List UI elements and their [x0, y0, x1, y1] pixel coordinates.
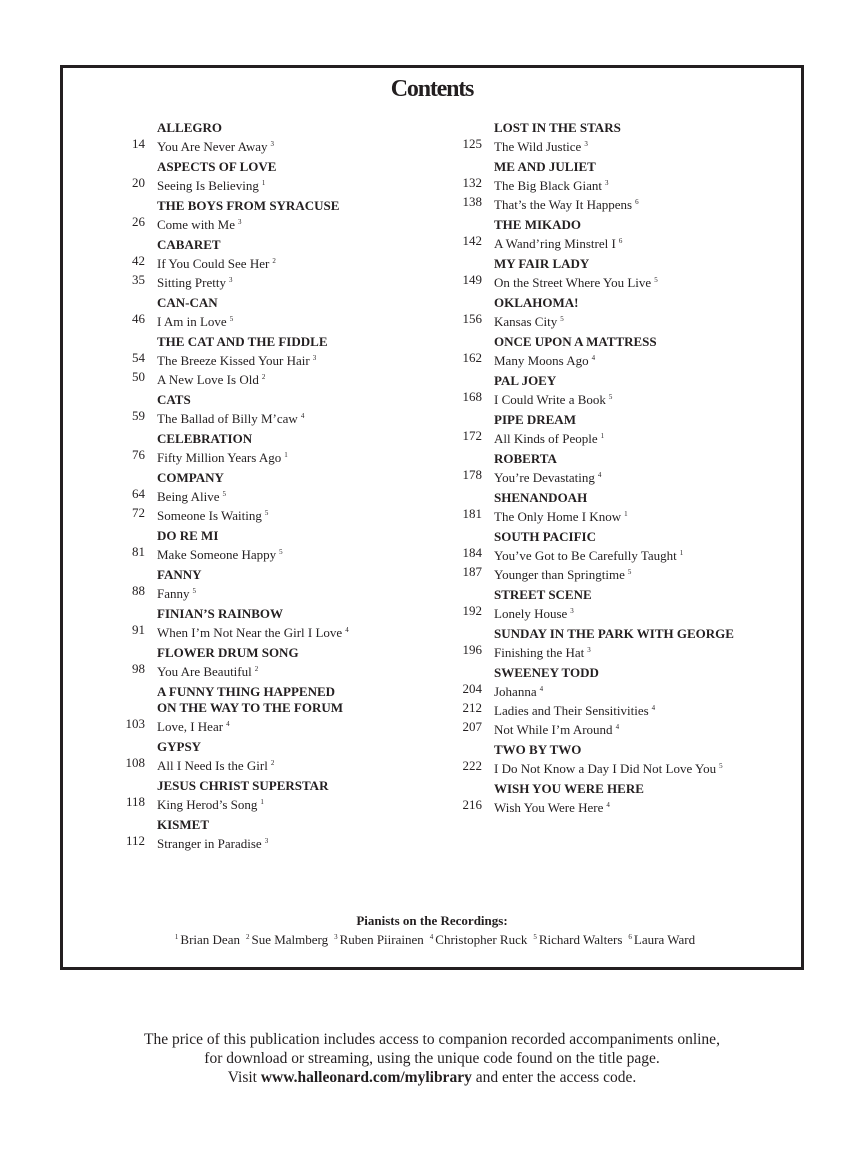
show-entry [452, 217, 792, 252]
song-title-text: The Ballad of Billy M’caw [157, 411, 298, 426]
song-row[interactable] [452, 467, 792, 486]
show-title: TWO BY TWO [494, 742, 582, 757]
pianist-marker: 5 [719, 762, 723, 770]
song-title-text: Make Someone Happy [157, 547, 277, 562]
song-title-text: The Breeze Kissed Your Hair [157, 353, 310, 368]
song-title-text: Finishing the Hat [494, 645, 585, 660]
show-entry [115, 645, 435, 680]
song-title [482, 194, 639, 213]
song-title [145, 544, 283, 563]
page-number: 112 [125, 833, 145, 848]
show-title: KISMET [157, 817, 210, 832]
song-row[interactable] [452, 700, 792, 719]
show-title: DO RE MI [157, 528, 219, 543]
show-entry [452, 334, 792, 369]
pianist-marker: 1 [260, 798, 264, 806]
song-row[interactable] [452, 642, 792, 661]
show-title: ASPECTS OF LOVE [157, 159, 277, 174]
song-row[interactable] [115, 369, 435, 388]
show-entry [115, 159, 435, 194]
pianist-number: 1 [174, 933, 179, 941]
show-entry [115, 120, 435, 155]
pianist-marker: 1 [261, 179, 266, 187]
song-title-text: All Kinds of People [494, 431, 598, 446]
song-row[interactable] [115, 311, 435, 330]
pianist-marker: 4 [300, 412, 305, 420]
song-row[interactable] [452, 428, 792, 447]
library-url-link[interactable]: www.halleonard.com/mylibrary [260, 1069, 472, 1086]
pianist-marker: 2 [261, 373, 266, 381]
song-title [145, 214, 242, 233]
pianist-number: 5 [533, 933, 537, 941]
pianist-marker: 3 [238, 218, 242, 226]
song-row[interactable] [452, 506, 792, 525]
show-entry [115, 778, 435, 813]
pianist-marker: 4 [606, 801, 610, 809]
song-title-text: Not While I’m Around [494, 722, 613, 737]
pianist-marker: 1 [284, 451, 288, 459]
pianist-marker: 3 [587, 646, 591, 654]
page-number: 59 [132, 408, 145, 423]
page-number: 108 [125, 755, 145, 770]
song-title [482, 233, 622, 252]
show-title: PAL JOEY [494, 373, 557, 388]
song-title-text: Come with Me [157, 217, 235, 232]
song-title [482, 758, 723, 777]
pianist-marker: 1 [624, 510, 628, 518]
page-number: 103 [125, 716, 145, 731]
show-title: SWEENEY TODD [494, 665, 599, 680]
page-number: 54 [132, 350, 145, 365]
song-title [145, 408, 304, 427]
song-title-text: The Only Home I Know [494, 509, 622, 524]
song-row[interactable] [115, 794, 435, 813]
show-title: FINIAN’S RAINBOW [157, 606, 284, 621]
show-entry [115, 470, 435, 524]
show-title: CAN-CAN [157, 295, 218, 310]
pianist-name: Laura Ward [633, 932, 696, 947]
show-title: THE MIKADO [494, 217, 582, 232]
pianist-marker: 5 [608, 393, 613, 401]
song-row[interactable] [452, 603, 792, 622]
show-entry [452, 742, 792, 777]
song-title [145, 833, 268, 852]
show-entry [452, 529, 792, 583]
song-title [482, 428, 604, 447]
song-row[interactable] [115, 408, 435, 427]
song-title [482, 175, 608, 194]
show-title: WISH YOU WERE HERE [494, 781, 644, 796]
song-row[interactable] [115, 583, 435, 602]
footer-line-2: for download or streaming, using the unique code found on the title page. [204, 1050, 660, 1067]
page-number: 168 [462, 389, 482, 404]
song-title [145, 505, 268, 524]
song-row[interactable] [452, 681, 792, 700]
show-title: CABARET [157, 237, 221, 252]
pianist-marker: 3 [270, 140, 274, 148]
pianists-credits [63, 912, 801, 948]
song-title [482, 506, 628, 525]
song-row[interactable] [452, 389, 792, 408]
song-title [145, 311, 233, 330]
song-title [145, 583, 196, 602]
page-number: 20 [132, 175, 145, 190]
page-number: 142 [462, 233, 482, 248]
song-title [482, 564, 631, 583]
song-row[interactable] [452, 136, 792, 155]
page-number: 216 [462, 797, 482, 812]
song-title-text: You’ve Got to Be Carefully Taught [494, 548, 677, 563]
song-title [482, 681, 543, 700]
pianist-number: 4 [429, 933, 434, 941]
page-number: 91 [132, 622, 145, 637]
song-title [145, 716, 230, 735]
pianist-marker: 3 [228, 276, 233, 284]
footer-line-3 [0, 1068, 864, 1087]
show-entry [115, 567, 435, 602]
song-row[interactable] [452, 272, 792, 291]
page-number: 14 [132, 136, 145, 151]
pianist-marker: 5 [192, 587, 196, 595]
show-entry [452, 373, 792, 408]
song-title-text: That’s the Way It Happens [494, 197, 633, 212]
song-title [482, 797, 610, 816]
song-title-text: Love, I Hear [157, 719, 224, 734]
song-title [482, 136, 588, 155]
page-number: 35 [132, 272, 145, 287]
show-title: ME AND JULIET [494, 159, 596, 174]
show-title: CATS [157, 392, 191, 407]
pianist-marker: 3 [312, 354, 317, 362]
song-title [145, 661, 258, 680]
song-row[interactable] [452, 545, 792, 564]
page-number: 187 [462, 564, 482, 579]
page-number: 156 [462, 311, 482, 326]
show-entry [115, 334, 435, 388]
show-entry [452, 665, 792, 738]
page-number: 204 [462, 681, 482, 696]
song-title [145, 272, 232, 291]
show-title: SOUTH PACIFIC [494, 529, 596, 544]
footer-note [0, 1030, 864, 1087]
page-number: 162 [462, 350, 482, 365]
song-title-text: Wish You Were Here [494, 800, 604, 815]
song-row[interactable] [115, 716, 435, 735]
song-title-text: Johanna [494, 684, 537, 699]
song-row[interactable] [115, 175, 435, 194]
show-title: A FUNNY THING HAPPENED [157, 684, 336, 699]
show-title: LOST IN THE STARS [494, 120, 621, 135]
song-title-text: A New Love Is Old [157, 372, 259, 387]
pianist-marker: 2 [270, 759, 275, 767]
song-row[interactable] [452, 719, 792, 738]
song-title [145, 486, 226, 505]
pianist-name: Christopher Ruck [435, 932, 528, 947]
pianist-marker: 3 [604, 179, 609, 187]
pianist-name: Brian Dean [180, 932, 240, 947]
pianist-marker: 3 [570, 607, 574, 615]
pianist-marker: 5 [560, 315, 564, 323]
song-row[interactable] [115, 505, 435, 524]
song-title-text: You’re Devastating [494, 470, 595, 485]
pianist-marker: 6 [618, 237, 623, 245]
song-row[interactable] [115, 272, 435, 291]
song-row[interactable] [115, 214, 435, 233]
pianist-marker: 1 [679, 549, 684, 557]
pianist-number: 3 [334, 933, 338, 941]
pianist-marker: 5 [627, 568, 632, 576]
show-title: ROBERTA [494, 451, 557, 466]
song-title [482, 389, 612, 408]
song-row[interactable] [115, 486, 435, 505]
page-number: 212 [462, 700, 482, 715]
show-entry [452, 295, 792, 330]
show-title: GYPSY [157, 739, 202, 754]
song-title-text: You Are Beautiful [157, 664, 252, 679]
page-number: 88 [132, 583, 145, 598]
song-title-text: Being Alive [157, 489, 220, 504]
song-row[interactable] [452, 350, 792, 369]
song-title-text: The Big Black Giant [494, 178, 602, 193]
show-title: STREET SCENE [494, 587, 592, 602]
pianist-marker: 5 [264, 509, 269, 517]
contents-column-right [452, 120, 792, 820]
pianist-marker: 4 [539, 685, 544, 693]
song-row[interactable] [452, 564, 792, 583]
show-title: ON THE WAY TO THE FORUM [157, 700, 344, 715]
song-row[interactable] [452, 311, 792, 330]
song-title-text: Someone Is Waiting [157, 508, 262, 523]
pianist-marker: 3 [264, 837, 269, 845]
show-entry [452, 120, 792, 155]
show-entry [452, 490, 792, 525]
song-title-text: Many Moons Ago [494, 353, 589, 368]
show-entry [452, 256, 792, 291]
page-number: 76 [132, 447, 145, 462]
show-entry [115, 606, 435, 641]
song-title [145, 136, 274, 155]
song-title [482, 467, 601, 486]
show-entry [115, 817, 435, 852]
song-title-text: I Am in Love [157, 314, 227, 329]
page-number: 184 [462, 545, 482, 560]
show-title: SHENANDOAH [494, 490, 588, 505]
page-number: 149 [462, 272, 482, 287]
song-row[interactable] [115, 622, 435, 641]
show-entry [452, 781, 792, 816]
song-title [482, 350, 595, 369]
song-title [145, 755, 274, 774]
song-row[interactable] [452, 194, 792, 213]
page-number: 118 [125, 794, 145, 809]
song-title [482, 642, 591, 661]
page-number: 207 [462, 719, 482, 734]
show-title: COMPANY [157, 470, 224, 485]
song-title-text: Fanny [157, 586, 190, 601]
show-entry [115, 392, 435, 427]
song-row[interactable] [452, 233, 792, 252]
song-row[interactable] [115, 136, 435, 155]
song-title [145, 794, 264, 813]
song-title-text: Kansas City [494, 314, 558, 329]
show-entry [115, 295, 435, 330]
pianist-marker: 4 [591, 354, 596, 362]
page-number: 222 [462, 758, 482, 773]
song-title-text: On the Street Where You Live [494, 275, 652, 290]
pianist-marker: 2 [254, 665, 259, 673]
show-entry [115, 198, 435, 233]
song-title-text: You Are Never Away [157, 139, 268, 154]
song-row[interactable] [115, 544, 435, 563]
show-entry [452, 159, 792, 213]
page-number: 81 [132, 544, 145, 559]
pianists-list [63, 929, 801, 948]
song-title [482, 603, 574, 622]
pianist-name: Richard Walters [538, 932, 623, 947]
pianist-marker: 4 [651, 704, 656, 712]
page-number: 172 [462, 428, 482, 443]
page-number: 178 [462, 467, 482, 482]
show-title: ALLEGRO [157, 120, 223, 135]
show-title: OKLAHOMA! [494, 295, 579, 310]
pianist-number: 6 [628, 933, 632, 941]
song-title-text: Younger than Springtime [494, 567, 625, 582]
song-title-text: All I Need Is the Girl [157, 758, 268, 773]
song-title [482, 700, 655, 719]
song-title [482, 545, 683, 564]
show-title: ONCE UPON A MATTRESS [494, 334, 657, 349]
page-number: 42 [132, 253, 145, 268]
show-entry [452, 626, 792, 661]
pianist-number: 2 [245, 933, 250, 941]
pianist-marker: 3 [584, 140, 588, 148]
song-row[interactable] [115, 661, 435, 680]
page-number: 181 [462, 506, 482, 521]
song-title [145, 175, 265, 194]
pianist-marker: 5 [222, 490, 226, 498]
song-title-text: King Herod’s Song [157, 797, 258, 812]
song-title [145, 622, 349, 641]
show-title: THE BOYS FROM SYRACUSE [157, 198, 340, 213]
show-title: PIPE DREAM [494, 412, 576, 427]
show-entry [115, 528, 435, 563]
pianist-marker: 5 [229, 315, 234, 323]
song-row[interactable] [115, 447, 435, 466]
song-title [145, 447, 288, 466]
pianist-marker: 4 [226, 720, 230, 728]
show-title: SUNDAY IN THE PARK WITH GEORGE [494, 626, 734, 641]
song-title-text: I Could Write a Book [494, 392, 606, 407]
song-title [482, 719, 619, 738]
page-number: 192 [462, 603, 482, 618]
page-number: 46 [132, 311, 145, 326]
pianist-marker: 2 [272, 257, 276, 265]
show-title: FLOWER DRUM SONG [157, 645, 299, 660]
page-number: 64 [132, 486, 145, 501]
contents-frame [60, 65, 804, 970]
page-number: 125 [462, 136, 482, 151]
pianist-marker: 5 [279, 548, 283, 556]
pianist-marker: 6 [635, 198, 639, 206]
footer-visit-text: Visit [227, 1069, 261, 1086]
song-row[interactable] [115, 833, 435, 852]
song-row[interactable] [115, 755, 435, 774]
song-title [145, 369, 265, 388]
footer-line-1: The price of this publication includes access to companion recorded accompaniments online, [144, 1031, 720, 1048]
song-title [145, 253, 276, 272]
page-number: 98 [132, 661, 145, 676]
song-title-text: When I’m Not Near the Girl I Love [157, 625, 343, 640]
pianist-marker: 4 [615, 723, 620, 731]
song-title-text: Lonely House [494, 606, 568, 621]
show-title: JESUS CHRIST SUPERSTAR [157, 778, 329, 793]
show-entry [115, 739, 435, 774]
pianist-name: Ruben Piirainen [339, 932, 424, 947]
pianist-marker: 4 [597, 471, 602, 479]
pianist-name: Sue Malmberg [251, 932, 329, 947]
song-title-text: Ladies and Their Sensitivities [494, 703, 649, 718]
song-title-text: If You Could See Her [157, 256, 270, 271]
song-title-text: The Wild Justice [494, 139, 582, 154]
page-number: 132 [462, 175, 482, 190]
song-row[interactable] [115, 253, 435, 272]
page-number: 138 [462, 194, 482, 209]
song-title [145, 350, 316, 369]
page-number: 50 [132, 369, 145, 384]
song-title-text: Seeing Is Believing [157, 178, 259, 193]
song-title-text: Stranger in Paradise [157, 836, 262, 851]
pianist-marker: 1 [600, 432, 605, 440]
pianist-marker: 4 [345, 626, 349, 634]
show-entry [115, 684, 435, 735]
show-entry [452, 412, 792, 447]
page-number: 26 [132, 214, 145, 229]
song-row[interactable] [452, 758, 792, 777]
show-title: THE CAT AND THE FIDDLE [157, 334, 328, 349]
show-title: FANNY [157, 567, 202, 582]
song-title-text: A Wand’ring Minstrel I [494, 236, 616, 251]
footer-access-text: and enter the access code. [471, 1069, 637, 1086]
pianists-heading: Pianists on the Recordings: [356, 913, 508, 928]
song-row[interactable] [452, 797, 792, 816]
song-title-text: I Do Not Know a Day I Did Not Love You [494, 761, 717, 776]
show-entry [452, 451, 792, 486]
song-row[interactable] [452, 175, 792, 194]
song-title-text: Sitting Pretty [157, 275, 226, 290]
page-title: Contents [390, 76, 474, 102]
contents-column-left [115, 120, 435, 856]
show-title: MY FAIR LADY [494, 256, 590, 271]
page-number: 196 [462, 642, 482, 657]
pianist-marker: 5 [654, 276, 658, 284]
song-title-text: Fifty Million Years Ago [157, 450, 282, 465]
show-entry [115, 431, 435, 466]
page-number: 72 [132, 505, 145, 520]
song-title [482, 311, 564, 330]
show-entry [115, 237, 435, 291]
song-title [482, 272, 658, 291]
show-title: CELEBRATION [157, 431, 253, 446]
show-entry [452, 587, 792, 622]
song-row[interactable] [115, 350, 435, 369]
